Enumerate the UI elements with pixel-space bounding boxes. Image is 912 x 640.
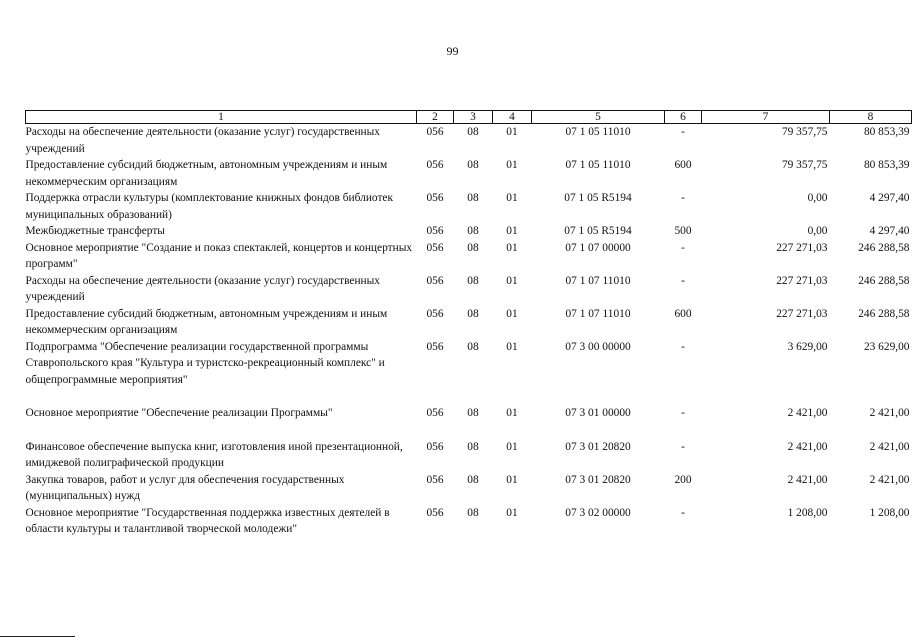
row-col8: 246 288,58 xyxy=(858,307,910,320)
row-col4: 01 xyxy=(506,407,518,419)
row-col5: 07 1 07 11010 xyxy=(565,307,631,320)
row-col5: 07 1 05 R5194 xyxy=(564,192,632,204)
row-col4: 01 xyxy=(506,225,518,237)
row-col2: 056 xyxy=(426,506,444,519)
row-col3: 08 xyxy=(467,340,479,353)
row-col6: - xyxy=(681,126,685,138)
row-name: Основное мероприятие "Создание и показ спектаклей, концертов и концертных программ" xyxy=(25,241,413,270)
row-col5: 07 1 05 R5194 xyxy=(564,225,632,237)
row-col6: - xyxy=(681,192,685,204)
row-col8: 246 288,58 xyxy=(858,241,910,254)
row-col8: 23 629,00 xyxy=(863,340,910,353)
row-col4: 01 xyxy=(506,340,518,353)
row-col2: 056 xyxy=(426,225,444,237)
row-col3: 08 xyxy=(467,192,479,204)
row-name: Подпрограмма "Обеспечение реализации государственной программы Ставропольского края "Культура и туристско-рекреационный комплекс" и общепрограммные мероприятия" xyxy=(25,340,385,386)
table-row xyxy=(26,240,912,273)
row-col3: 08 xyxy=(467,506,479,519)
row-col8: 2 421,00 xyxy=(869,440,910,453)
row-col8: 246 288,58 xyxy=(858,274,910,287)
table-row xyxy=(26,273,912,306)
row-col7: 227 271,03 xyxy=(776,274,828,287)
column-header-2: 2 xyxy=(417,111,454,124)
row-col2: 056 xyxy=(426,307,444,320)
column-header-4: 4 xyxy=(493,111,532,124)
row-name: Предоставление субсидий бюджетным, автономным учреждениям и иным некоммерческим организациям xyxy=(25,159,388,188)
row-col8: 4 297,40 xyxy=(869,192,910,204)
row-col4: 01 xyxy=(506,192,518,204)
row-col6: 600 xyxy=(674,307,692,320)
row-col6: 500 xyxy=(674,225,692,237)
table-row xyxy=(26,339,912,389)
row-col3: 08 xyxy=(467,274,479,287)
row-col5: 07 1 07 11010 xyxy=(565,274,631,287)
row-col5: 07 1 05 11010 xyxy=(565,159,631,171)
column-header-5: 5 xyxy=(532,111,665,124)
row-col2: 056 xyxy=(426,159,444,171)
row-col7: 3 629,00 xyxy=(787,340,828,353)
row-col4: 01 xyxy=(506,159,518,171)
row-name: Расходы на обеспечение деятельности (оказание услуг) государственных учреждений xyxy=(25,274,380,303)
table-header-row xyxy=(26,111,912,124)
row-col3: 08 xyxy=(467,241,479,254)
row-col2: 056 xyxy=(426,473,444,486)
row-col2: 056 xyxy=(426,340,444,353)
row-spacer xyxy=(26,422,912,439)
row-col6: - xyxy=(681,440,685,453)
row-col4: 01 xyxy=(506,506,518,519)
row-col5: 07 3 01 20820 xyxy=(565,473,631,486)
row-col8: 80 853,39 xyxy=(863,126,910,138)
row-col4: 01 xyxy=(506,126,518,138)
row-col2: 056 xyxy=(426,274,444,287)
row-col6: 600 xyxy=(674,159,692,171)
row-col7: 227 271,03 xyxy=(776,307,828,320)
row-name: Расходы на обеспечение деятельности (оказание услуг) государственных учреждений xyxy=(25,126,380,155)
table-row xyxy=(26,472,912,505)
row-col2: 056 xyxy=(426,407,444,419)
row-col6: - xyxy=(681,274,685,287)
row-col4: 01 xyxy=(506,274,518,287)
row-col6: 200 xyxy=(674,473,692,486)
row-col7: 79 357,75 xyxy=(781,159,828,171)
row-col5: 07 1 05 11010 xyxy=(565,126,631,138)
row-name: Закупка товаров, работ и услуг для обеспечения государственных (муниципальных) нужд xyxy=(25,473,345,502)
row-col6: - xyxy=(681,241,685,254)
row-col3: 08 xyxy=(467,407,479,419)
row-col7: 1 208,00 xyxy=(787,506,828,519)
row-col7: 2 421,00 xyxy=(787,440,828,453)
page-number: 99 xyxy=(446,44,459,58)
row-col3: 08 xyxy=(467,473,479,486)
row-col3: 08 xyxy=(467,225,479,237)
table-row xyxy=(26,157,912,190)
row-name: Финансовое обеспечение выпуска книг, изготовления иной презентационной, имиджевой полиграфической продукции xyxy=(25,440,403,469)
row-col8: 2 421,00 xyxy=(869,473,910,486)
column-header-3: 3 xyxy=(454,111,493,124)
row-col3: 08 xyxy=(467,159,479,171)
column-header-8: 8 xyxy=(830,111,912,124)
row-name: Поддержка отрасли культуры (комплектование книжных фондов библиотек муниципальных образований) xyxy=(25,192,394,221)
row-col5: 07 3 01 20820 xyxy=(565,440,631,453)
row-col4: 01 xyxy=(506,473,518,486)
row-col7: 79 357,75 xyxy=(781,126,828,138)
row-col3: 08 xyxy=(467,126,479,138)
row-col4: 01 xyxy=(506,307,518,320)
row-col7: 227 271,03 xyxy=(776,241,828,254)
column-header-6: 6 xyxy=(665,111,702,124)
table-row xyxy=(26,306,912,339)
row-name: Основное мероприятие "Государственная поддержка известных деятелей в области культуры и талантливой творческой молодежи" xyxy=(25,506,390,535)
row-spacer xyxy=(26,388,912,405)
row-col8: 80 853,39 xyxy=(863,159,910,171)
table-row xyxy=(26,439,912,472)
row-col3: 08 xyxy=(467,307,479,320)
table-row xyxy=(26,505,912,538)
budget-table xyxy=(25,110,912,538)
row-col8: 4 297,40 xyxy=(869,225,910,237)
row-col7: 0,00 xyxy=(807,192,828,204)
row-col7: 0,00 xyxy=(807,225,828,237)
table-row xyxy=(26,405,912,422)
row-name: Предоставление субсидий бюджетным, автономным учреждениям и иным некоммерческим организациям xyxy=(25,307,388,336)
table-row xyxy=(26,124,912,158)
row-col5: 07 3 02 00000 xyxy=(565,506,631,519)
row-col4: 01 xyxy=(506,440,518,453)
table-row xyxy=(26,190,912,223)
row-col8: 1 208,00 xyxy=(869,506,910,519)
row-col6: - xyxy=(681,340,685,353)
row-col2: 056 xyxy=(426,126,444,138)
row-col5: 07 3 01 00000 xyxy=(565,407,631,419)
row-col7: 2 421,00 xyxy=(787,473,828,486)
row-name: Межбюджетные трансферты xyxy=(25,225,165,237)
table-row xyxy=(26,223,912,240)
row-col2: 056 xyxy=(426,192,444,204)
row-col5: 07 3 00 00000 xyxy=(565,340,631,353)
row-col2: 056 xyxy=(426,440,444,453)
row-col6: - xyxy=(681,407,685,419)
column-header-1: 1 xyxy=(26,111,417,124)
column-header-7: 7 xyxy=(702,111,830,124)
row-name: Основное мероприятие "Обеспечение реализации Программы" xyxy=(25,407,333,419)
row-col6: - xyxy=(681,506,685,519)
row-col5: 07 1 07 00000 xyxy=(565,241,631,254)
row-col7: 2 421,00 xyxy=(787,407,828,419)
row-col8: 2 421,00 xyxy=(869,407,910,419)
row-col3: 08 xyxy=(467,440,479,453)
row-col2: 056 xyxy=(426,241,444,254)
row-col4: 01 xyxy=(506,241,518,254)
footnote-divider xyxy=(0,636,75,637)
